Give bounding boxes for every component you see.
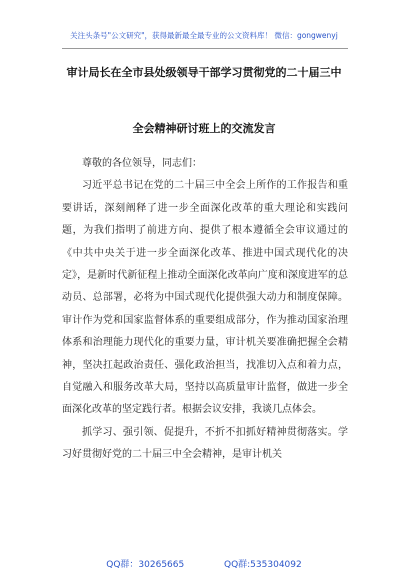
document-title-line-1: 审计局长在全市县处级领导干部学习贯彻党的二十届三中	[66, 66, 342, 79]
header-divider	[62, 48, 348, 49]
body-paragraph-2: 抓学习、强引领、促提升，不折不扣抓好精神贯彻落实。学习好贯彻好党的二十届三中全会精神，是审计机关	[62, 426, 348, 461]
body-paragraph-1: 习近平总书记在党的二十届三中全会上所作的工作报告和重要讲话，深刻阐释了进一步全面深化改革的重大理论和实践问题，为我们指明了前进方向、提供了根本遵循全会审议通过的《中共中央关于进一步全面深化改革、推进中国式现代化的决定》，是新时代新征程上推动全面深化改革向广度和深度进军的总动员、总部署，必将为中国式现代化提供强大动力和制度保障。审计作为党和国家监督体系的重要组成部分，作为推动国家治理体系和治理能力现代化的重要力量，审计机关要准确把握全会精神，坚决扛起政治责任、强化政治担当，找准切入点和着力点，自觉融入和服务改革大局，坚持以高质量审计监督，做进一步全面深化改革的坚定践行者。根据会议安排，我谈几点体会。	[62, 180, 348, 416]
footer-qq-group-2: QQ群:535304092	[223, 560, 302, 570]
salutation: 尊敬的各位领导，同志们：	[82, 158, 202, 169]
header-banner: 关注头条号"公文研究"，获得最新最全最专业的公文资料库！ 微信：gongwenyj	[70, 31, 338, 40]
document-body	[62, 153, 348, 467]
footer-qq-group-1: QQ群：30265665	[106, 560, 185, 570]
document-title-line-2: 全会精神研讨班上的交流发言	[132, 122, 276, 135]
footer	[0, 557, 408, 570]
